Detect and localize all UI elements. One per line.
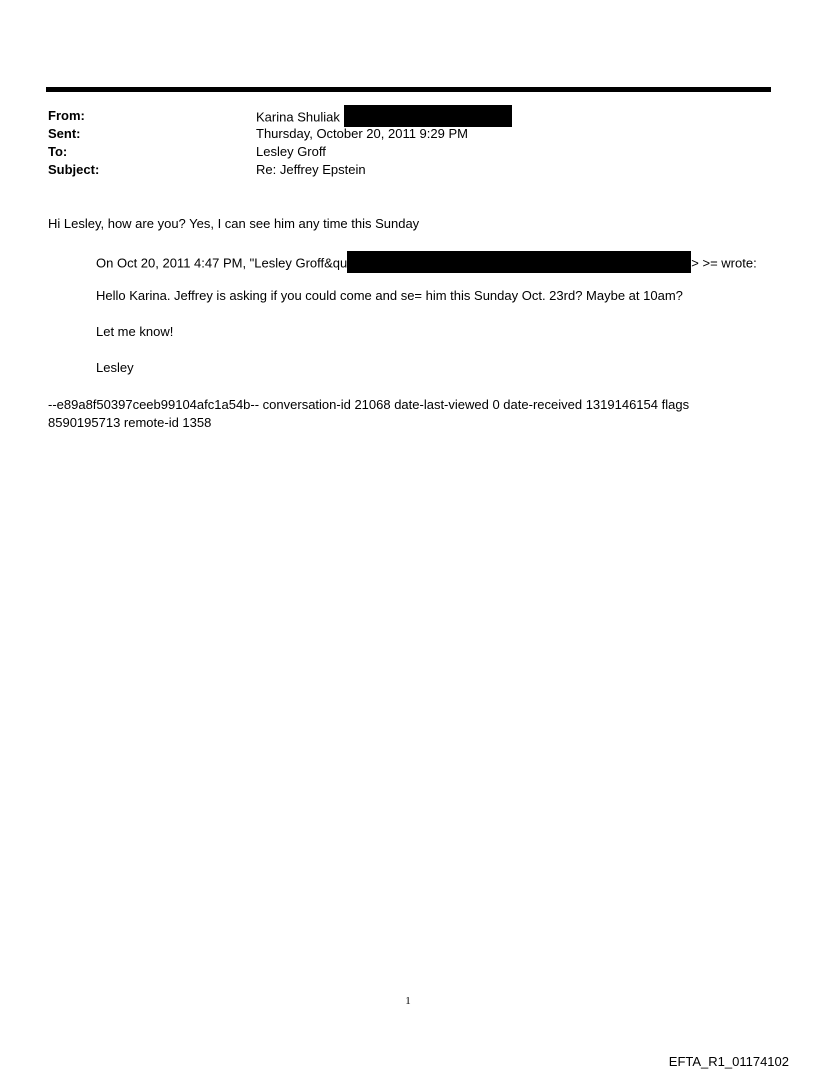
quoted-message-line: Hello Karina. Jeffrey is asking if you could come and se= him this Sunday Oct. 23rd? Maybe at 10am?: [96, 288, 683, 303]
sent-value: Thursday, October 20, 2011 9:29 PM: [256, 126, 468, 141]
bates-number: EFTA_R1_01174102: [668, 1054, 789, 1069]
from-label: From:: [48, 108, 85, 123]
message-metadata: --e89a8f50397ceeb99104afc1a54b-- conversation-id 21068 date-last-viewed 0 date-received 1319146154 flags 8590195713 remote-id 1358: [48, 397, 690, 430]
quoted-signature: Lesley: [96, 360, 134, 375]
quote-header-prefix: On Oct 20, 2011 4:47 PM, "Lesley Groff&qu: [96, 255, 348, 271]
from-row: [48, 107, 768, 125]
sent-row: [48, 125, 768, 143]
header-rule: [46, 87, 771, 92]
sent-label: Sent:: [48, 126, 81, 141]
redaction-box: [347, 251, 691, 273]
quote-header: [96, 253, 776, 275]
page-number: 1: [405, 995, 411, 1007]
quoted-message-line: Let me know!: [96, 324, 174, 339]
from-name: Karina Shuliak: [256, 109, 340, 125]
to-label: To:: [48, 144, 68, 159]
greeting-line: Hi Lesley, how are you? Yes, I can see him any time this Sunday: [48, 216, 420, 231]
subject-label: Subject:: [48, 162, 100, 177]
subject-value: Re: Jeffrey Epstein: [256, 162, 366, 177]
email-header: [48, 107, 768, 179]
to-row: [48, 143, 768, 161]
quote-header-suffix: > >= wrote:: [691, 255, 757, 271]
to-value: Lesley Groff: [256, 144, 326, 159]
subject-row: [48, 161, 768, 179]
redaction-box: [344, 105, 512, 127]
